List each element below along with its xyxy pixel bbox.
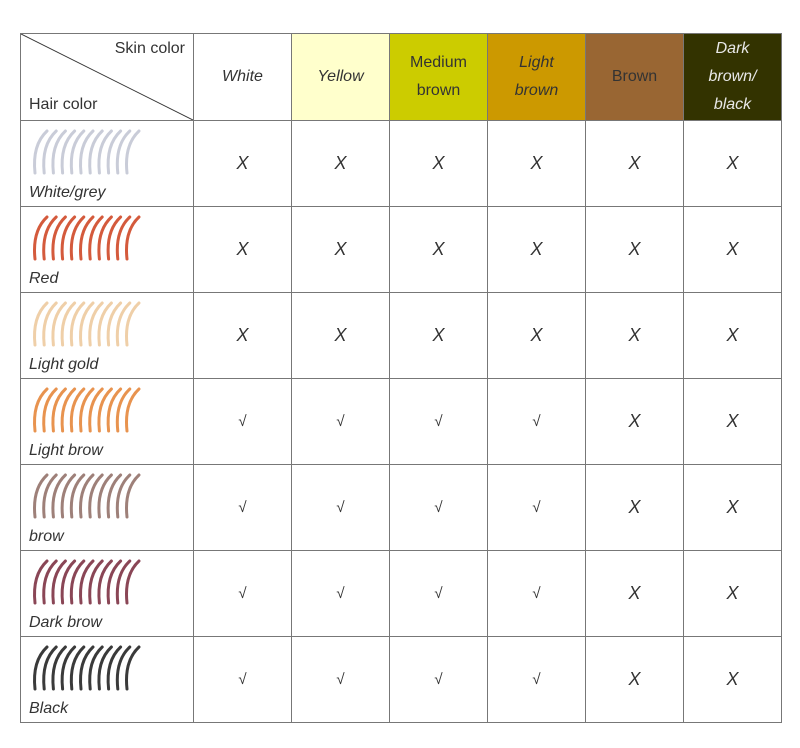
hair-color-label: White/grey: [29, 184, 106, 201]
skin-color-header: [390, 34, 488, 121]
skin-color-label: Dark brown/ black: [708, 40, 757, 113]
check-mark-cell: √: [488, 551, 586, 637]
hair-swatch-icon: [27, 555, 167, 611]
check-mark-cell: √: [390, 379, 488, 465]
skin-color-label: Light brown: [514, 54, 559, 99]
skin-color-label: White: [222, 68, 263, 85]
check-mark-cell: √: [194, 465, 292, 551]
hair-color-label: Black: [29, 700, 69, 717]
hair-color-cell: [21, 551, 194, 637]
x-mark-cell: X: [292, 207, 390, 293]
x-mark-cell: X: [684, 379, 782, 465]
hair-color-row: [21, 207, 782, 293]
x-mark-cell: X: [684, 207, 782, 293]
hair-color-row: [21, 293, 782, 379]
hair-color-cell: [21, 207, 194, 293]
skin-color-label: Brown: [611, 68, 658, 85]
hair-color-row: [21, 121, 782, 207]
hair-color-cell: [21, 379, 194, 465]
hair-color-cell: [21, 121, 194, 207]
x-mark-cell: X: [292, 121, 390, 207]
corner-header-cell: [21, 34, 194, 121]
x-mark-cell: X: [390, 207, 488, 293]
hair-color-row: [21, 465, 782, 551]
x-mark-cell: X: [194, 293, 292, 379]
x-mark-cell: X: [586, 379, 684, 465]
check-mark-cell: √: [390, 637, 488, 723]
x-mark-cell: X: [684, 293, 782, 379]
hair-swatch-icon: [27, 211, 167, 267]
x-mark-cell: X: [194, 207, 292, 293]
hair-swatch-icon: [27, 297, 167, 353]
x-mark-cell: X: [684, 637, 782, 723]
skin-color-label: Medium brown: [410, 54, 467, 99]
x-mark-cell: X: [586, 207, 684, 293]
x-mark-cell: X: [292, 293, 390, 379]
hair-swatch-icon: [27, 383, 167, 439]
skin-color-header: [488, 34, 586, 121]
hair-strand: [127, 561, 140, 603]
x-mark-cell: X: [684, 465, 782, 551]
hair-color-row: [21, 637, 782, 723]
hair-color-axis-label: Hair color: [29, 96, 98, 113]
skin-color-header: [684, 34, 782, 121]
skin-color-header: [194, 34, 292, 121]
x-mark-cell: X: [194, 121, 292, 207]
hair-swatch-icon: [27, 641, 167, 697]
skin-color-axis-label: Skin color: [114, 40, 185, 57]
x-mark-cell: X: [488, 207, 586, 293]
check-mark-cell: √: [390, 551, 488, 637]
hair-color-cell: [21, 293, 194, 379]
x-mark-cell: X: [684, 121, 782, 207]
hair-strand: [127, 303, 140, 345]
x-mark-cell: X: [488, 121, 586, 207]
x-mark-cell: X: [586, 465, 684, 551]
hair-color-label: Light brow: [29, 442, 103, 459]
check-mark-cell: √: [292, 551, 390, 637]
hair-color-label: Light gold: [29, 356, 99, 373]
check-mark-cell: √: [194, 379, 292, 465]
hair-swatch-icon: [27, 469, 167, 525]
hair-strand: [127, 475, 140, 517]
hair-color-row: [21, 379, 782, 465]
check-mark-cell: √: [488, 379, 586, 465]
x-mark-cell: X: [586, 637, 684, 723]
x-mark-cell: X: [390, 121, 488, 207]
hair-strand: [127, 217, 140, 259]
x-mark-cell: X: [586, 121, 684, 207]
skin-color-header: [586, 34, 684, 121]
skin-color-label: Yellow: [317, 68, 364, 85]
hair-color-label: Red: [29, 270, 59, 287]
check-mark-cell: √: [292, 465, 390, 551]
hair-strand: [127, 389, 140, 431]
x-mark-cell: X: [586, 551, 684, 637]
check-mark-cell: √: [194, 637, 292, 723]
x-mark-cell: X: [586, 293, 684, 379]
hair-color-cell: [21, 465, 194, 551]
hair-color-cell: [21, 637, 194, 723]
hair-color-label: Dark brow: [29, 614, 102, 631]
x-mark-cell: X: [684, 551, 782, 637]
x-mark-cell: X: [390, 293, 488, 379]
hair-strand: [127, 647, 140, 689]
hair-skin-compatibility-table: [20, 33, 782, 723]
header-row: [21, 34, 782, 121]
check-mark-cell: √: [194, 551, 292, 637]
hair-color-row: [21, 551, 782, 637]
skin-color-header: [292, 34, 390, 121]
check-mark-cell: √: [292, 637, 390, 723]
hair-color-label: brow: [29, 528, 64, 545]
x-mark-cell: X: [488, 293, 586, 379]
check-mark-cell: √: [488, 637, 586, 723]
hair-swatch-icon: [27, 125, 167, 181]
check-mark-cell: √: [292, 379, 390, 465]
check-mark-cell: √: [390, 465, 488, 551]
check-mark-cell: √: [488, 465, 586, 551]
hair-strand: [127, 131, 140, 173]
